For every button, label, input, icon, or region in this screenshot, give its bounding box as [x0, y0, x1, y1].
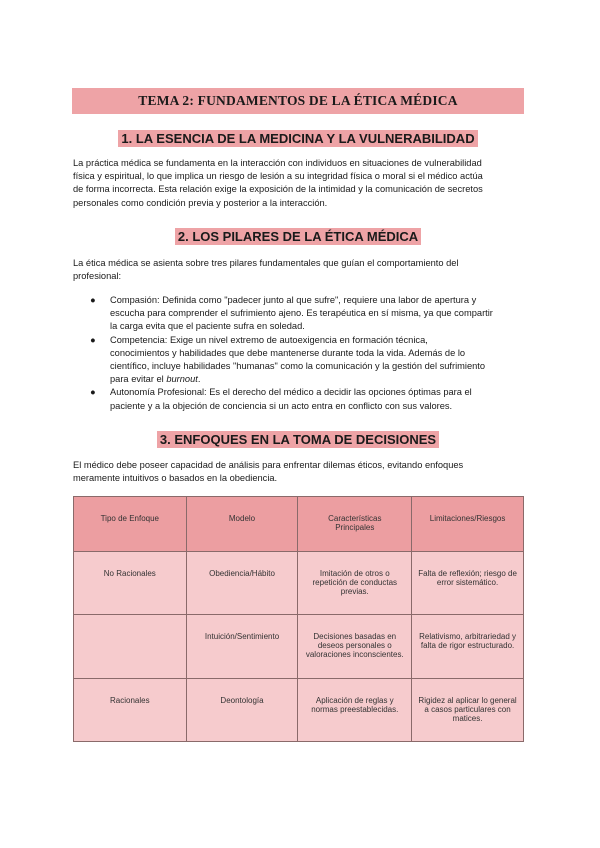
paragraph-line: La ética médica se asienta sobre tres pilares fundamentales que guían el comportamiento del: [73, 258, 459, 268]
section-1-heading: [72, 128, 524, 149]
paragraph-line: personales como condición previa y posterior a la interacción.: [73, 197, 328, 208]
section-3-heading: [72, 429, 524, 450]
list-line: la carga evita que el paciente sufra en soledad.: [110, 321, 305, 332]
section-3-heading-text: 3. ENFOQUES EN LA TOMA DE DECISIONES: [157, 431, 439, 448]
bullet-icon: ●: [90, 295, 96, 305]
bullet-icon: ●: [90, 334, 96, 345]
table-cell: Falta de reflexión; riesgo de error sistemático.: [412, 552, 524, 615]
list-item-autonomia: [73, 386, 525, 412]
section-1-paragraph: [73, 157, 525, 210]
section-1-heading-text: 1. LA ESENCIA DE LA MEDICINA Y LA VULNERABILIDAD: [118, 130, 477, 147]
paragraph-line: El médico debe poseer capacidad de análisis para enfrentar dilemas éticos, evitando enfoques: [73, 460, 464, 470]
list-item-competencia: [73, 334, 525, 387]
table-row: [74, 552, 524, 615]
list-line: conocimientos y habilidades que debe mantenerse durante toda la vida. Además de lo: [110, 347, 466, 358]
table-cell: Rigidez al aplicar lo general a casos particulares con matices.: [412, 678, 524, 741]
table-header-cell: Modelo: [186, 497, 298, 552]
bullet-icon: ●: [90, 387, 96, 398]
list-line: Autonomía Profesional: Es el derecho del médico a decidir las opciones óptimas para el: [110, 387, 472, 398]
section-3-paragraph: [73, 459, 525, 485]
table-header-row: [74, 497, 524, 552]
list-line-prefix: para evitar el: [110, 374, 167, 385]
table-header-cell: Limitaciones/Riesgos: [412, 497, 524, 552]
table-cell: Imitación de otros o repetición de conductas previas.: [298, 552, 412, 615]
list-line-suffix: .: [197, 374, 201, 385]
paragraph-line: La práctica médica se fundamenta en la interacción con individuos en situaciones de vulnerabilidad: [73, 158, 482, 168]
page-title: TEMA 2: FUNDAMENTOS DE LA ÉTICA MÉDICA: [72, 88, 524, 114]
table-cell: Decisiones basadas en deseos personales o valoraciones inconscientes.: [298, 615, 412, 678]
section-2-intro: [73, 257, 525, 283]
list-line: Compasión: Definida como "padecer junto al que sufre", requiere una labor de apertura y: [110, 295, 477, 305]
table-cell: Racionales: [74, 678, 187, 741]
paragraph-line: física y espiritual, lo que implica un riesgo de lesión a su integridad física o moral si el médico actúa: [73, 171, 483, 182]
decision-approaches-table: [73, 496, 524, 742]
table-cell: [74, 615, 187, 678]
table-cell: Intuición/Sentimiento: [186, 615, 298, 678]
section-2-heading: [72, 226, 524, 247]
list-line: [110, 373, 525, 386]
table-cell: Aplicación de reglas y normas preestablecidas.: [298, 678, 412, 741]
list-line: escucha para comprender el sufrimiento ajeno. Es terapéutica en sí misma, ya que compartir: [110, 308, 493, 319]
table-cell: Deontología: [186, 678, 298, 741]
paragraph-line: de forma incorrecta. Esta relación exige la exposición de la intimidad y la comunicación de secretos: [73, 184, 483, 195]
list-line: Competencia: Exige un nivel extremo de autoexigencia en formación técnica,: [110, 334, 428, 345]
list-line: científico, incluye habilidades "humanas" como la comunicación y la gestión del sufrimiento: [110, 361, 486, 372]
section-2-heading-text: 2. LOS PILARES DE LA ÉTICA MÉDICA: [175, 228, 421, 245]
table-header-cell: Tipo de Enfoque: [74, 497, 187, 552]
table-cell: Relativismo, arbitrariedad y falta de rigor estructurado.: [412, 615, 524, 678]
table-row: [74, 678, 524, 741]
table-header-cell: Características Principales: [298, 497, 412, 552]
list-item-compasion: [73, 294, 525, 334]
paragraph-line: profesional:: [73, 271, 122, 282]
paragraph-line: meramente intuitivos o basados en la obediencia.: [73, 473, 278, 484]
pillars-list: [73, 294, 525, 413]
table-row: [74, 615, 524, 678]
table-cell: Obediencia/Hábito: [186, 552, 298, 615]
burnout-term: burnout: [166, 374, 198, 385]
list-line: paciente y a la objeción de conciencia si un acto entra en conflicto con sus valores.: [110, 400, 453, 411]
table-cell: No Racionales: [74, 552, 187, 615]
